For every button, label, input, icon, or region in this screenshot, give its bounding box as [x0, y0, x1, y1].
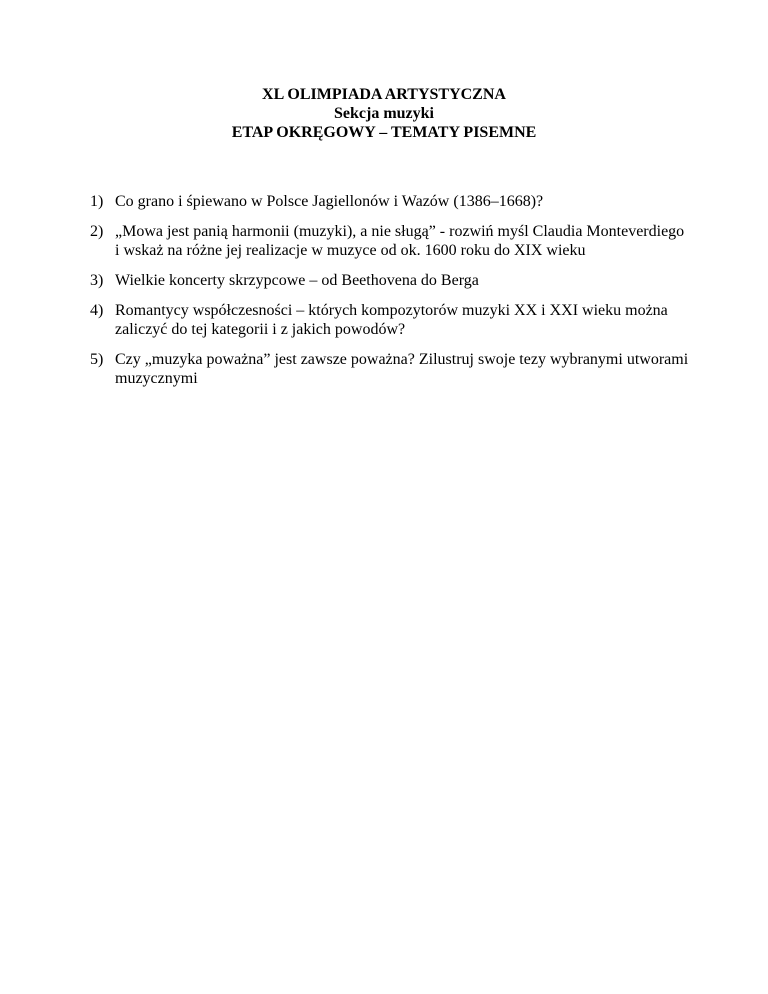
- section-title: Sekcja muzyki: [334, 105, 434, 122]
- list-item: [90, 271, 690, 290]
- item-text: Romantycy współczesności – których kompozytorów muzyki XX i XXI wieku można zaliczyć do tej kategorii i z jakich powodów?: [115, 302, 668, 338]
- item-text: Co grano i śpiewano w Polsce Jagiellonów i Wazów (1386–1668)?: [115, 193, 544, 210]
- item-number: 3): [90, 272, 104, 289]
- topics-list: [90, 192, 690, 399]
- item-number: 5): [90, 351, 104, 368]
- item-number: 1): [90, 193, 104, 210]
- stage-title: ETAP OKRĘGOWY – TEMATY PISEMNE: [231, 124, 537, 141]
- list-item: [90, 301, 690, 339]
- item-text: Wielkie koncerty skrzypcowe – od Beethovena do Berga: [115, 272, 479, 289]
- item-text: „Mowa jest panią harmonii (muzyki), a nie sługą” - rozwiń myśl Claudia Monteverdiego i wskaż na różne jej realizacje w muzyce od ok. 1600 roku do XIX wieku: [115, 223, 685, 259]
- list-item: [90, 222, 690, 260]
- item-text: Czy „muzyka poważna” jest zawsze poważna? Zilustruj swoje tezy wybranymi utworami muzycznymi: [115, 351, 689, 387]
- list-item: [90, 192, 690, 211]
- olympiad-title: XL OLIMPIADA ARTYSTYCZNA: [262, 86, 506, 103]
- list-item: [90, 350, 690, 388]
- document-header: [0, 85, 768, 142]
- item-number: 2): [90, 223, 104, 240]
- item-number: 4): [90, 302, 104, 319]
